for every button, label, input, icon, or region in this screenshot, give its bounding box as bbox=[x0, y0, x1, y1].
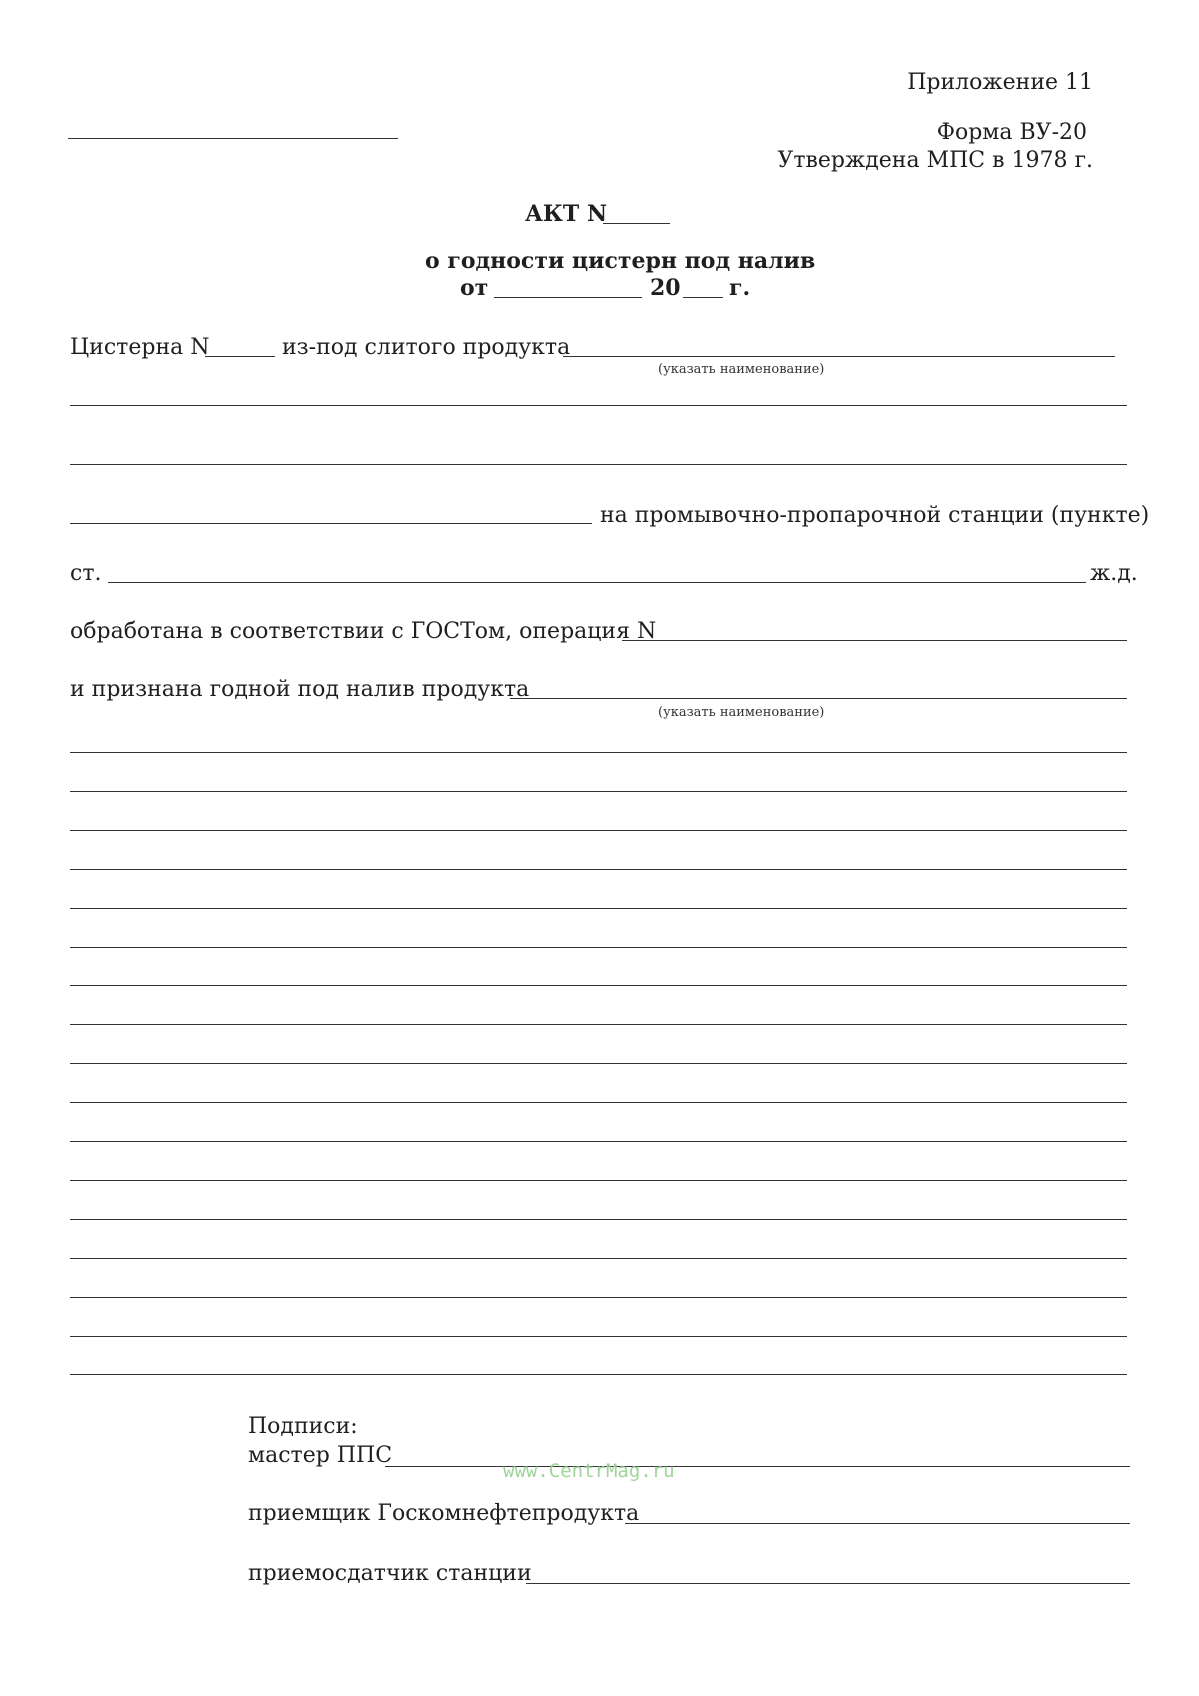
ruled-line bbox=[70, 1024, 1127, 1025]
ruled-line bbox=[70, 1336, 1127, 1337]
form-name: Форма ВУ-20 bbox=[936, 120, 1087, 145]
date-prefix: от bbox=[460, 275, 489, 301]
product-line bbox=[563, 356, 1115, 357]
operation-line bbox=[622, 640, 1127, 641]
tank-label: Цистерна N bbox=[70, 335, 210, 360]
approval-note: Утверждена МПС в 1978 г. bbox=[777, 148, 1093, 173]
date-year: 20 bbox=[650, 275, 681, 301]
master-label: мастер ППС bbox=[248, 1443, 393, 1468]
date-line bbox=[494, 297, 642, 298]
appendix-label: Приложение 11 bbox=[907, 70, 1093, 95]
ruled-line bbox=[70, 985, 1127, 986]
watermark: www.CentrMag.ru bbox=[503, 1460, 675, 1482]
accepted-product-line bbox=[510, 698, 1127, 699]
ruled-line bbox=[70, 752, 1127, 753]
receiver-label: приемщик Госкомнефтепродукта bbox=[248, 1501, 640, 1526]
station-signer-label: приемосдатчик станции bbox=[248, 1561, 532, 1586]
blank-line bbox=[70, 405, 1127, 406]
ruled-line bbox=[70, 1141, 1127, 1142]
station-signature-line bbox=[526, 1583, 1130, 1584]
railway-label: ж.д. bbox=[1090, 561, 1138, 586]
ruled-line bbox=[70, 1219, 1127, 1220]
date-suffix: г. bbox=[729, 275, 751, 301]
ruled-line bbox=[70, 1063, 1127, 1064]
ruled-line bbox=[70, 1258, 1127, 1259]
blank-line bbox=[70, 464, 1127, 465]
year-line bbox=[683, 297, 723, 298]
ruled-line bbox=[70, 947, 1127, 948]
ruled-line bbox=[70, 1297, 1127, 1298]
master-signature-line bbox=[385, 1466, 1130, 1467]
processed-label: обработана в соответствии с ГОСТом, операция N bbox=[70, 619, 657, 644]
accepted-label: и признана годной под налив продукта bbox=[70, 677, 530, 702]
tank-number-line bbox=[205, 356, 275, 357]
st-label: ст. bbox=[70, 561, 102, 586]
station-name-line bbox=[70, 523, 592, 524]
signatures-title: Подписи: bbox=[248, 1414, 358, 1439]
receiver-signature-line bbox=[625, 1523, 1130, 1524]
ruled-line bbox=[70, 908, 1127, 909]
ruled-line bbox=[70, 791, 1127, 792]
act-subtitle: о годности цистерн под налив bbox=[425, 248, 816, 274]
organization-line bbox=[68, 138, 398, 139]
from-under-label: из-под слитого продукта bbox=[282, 335, 571, 360]
st-line bbox=[108, 582, 1086, 583]
ruled-line bbox=[70, 869, 1127, 870]
ruled-line bbox=[70, 830, 1127, 831]
act-number-line bbox=[603, 223, 670, 224]
ruled-line bbox=[70, 1102, 1127, 1103]
act-number-label: АКТ N bbox=[525, 201, 608, 227]
ruled-line bbox=[70, 1374, 1127, 1375]
specify-name-hint-2: (указать наименование) bbox=[658, 705, 825, 720]
specify-name-hint: (указать наименование) bbox=[658, 362, 825, 377]
ruled-line bbox=[70, 1180, 1127, 1181]
station-point-label: на промывочно-пропарочной станции (пункте) bbox=[600, 503, 1150, 528]
